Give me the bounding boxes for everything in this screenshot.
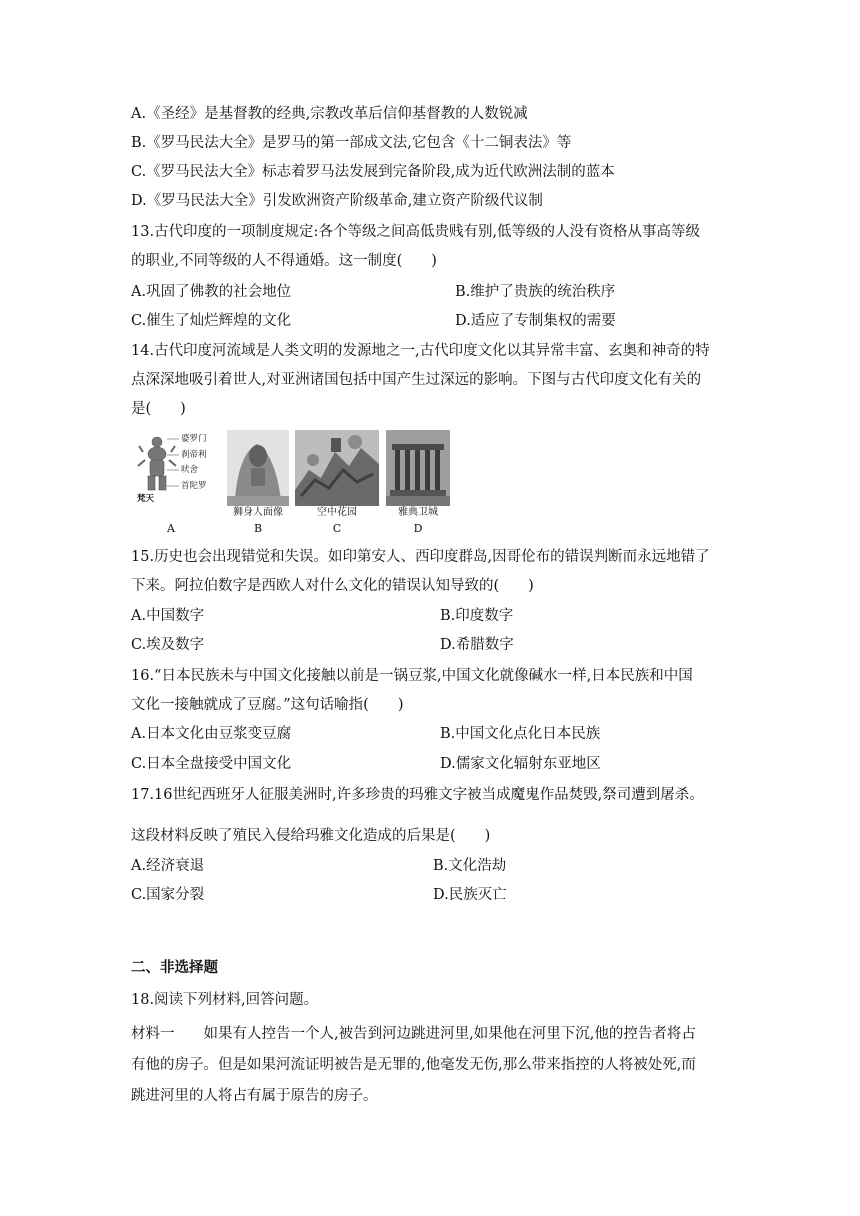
brahma-label: 梵天 xyxy=(137,494,155,504)
figure-letter-a: A xyxy=(167,522,175,535)
caption-sphinx: 狮身人面像 xyxy=(233,507,283,518)
q16-option-c: C.日本全盘接受中国文化 xyxy=(131,756,292,772)
caste-label-vaishya: 吠舍 xyxy=(181,465,199,475)
q13-stem-line1: 13.古代印度的一项制度规定:各个等级之间高低贵贱有别,低等级的人没有资格从事高等级 xyxy=(131,224,701,240)
caste-label-shudra: 首陀罗 xyxy=(181,481,207,491)
figure-a-brahma xyxy=(135,430,220,506)
q15-option-b: B.印度数字 xyxy=(440,608,514,624)
q14-stem-line3: 是( ) xyxy=(131,401,186,417)
q18-stem: 18.阅读下列材料,回答问题。 xyxy=(131,992,319,1008)
material1-line3: 跳进河里的人将占有属于原告的房子。 xyxy=(131,1088,378,1104)
figure-c-hanging-gardens xyxy=(295,430,379,506)
q16-option-b: B.中国文化点化日本民族 xyxy=(440,726,601,742)
q17-option-c: C.国家分裂 xyxy=(131,887,205,903)
q14-stem-line2: 点深深地吸引着世人,对亚洲诸国包括中国产生过深远的影响。下图与古代印度文化有关的 xyxy=(131,372,702,388)
q15-stem-line2: 下来。阿拉伯数字是西欧人对什么文化的错误认知导致的( ) xyxy=(131,578,534,594)
q13-option-d: D.适应了专制集权的需要 xyxy=(455,313,616,329)
caption-acropolis: 雅典卫城 xyxy=(398,507,438,518)
q12-option-a: A.《圣经》是基督教的经典,宗教改革后信仰基督教的人数锐减 xyxy=(131,106,528,122)
q14-figure xyxy=(135,430,455,538)
q15-option-a: A.中国数字 xyxy=(131,608,205,624)
q16-stem-line2: 文化一接触就成了豆腐。”这句话喻指( ) xyxy=(131,697,404,713)
q12-option-c: C.《罗马民法大全》标志着罗马法发展到完备阶段,成为近代欧洲法制的蓝本 xyxy=(131,164,615,180)
q17-stem-line2: 这段材料反映了殖民入侵给玛雅文化造成的后果是( ) xyxy=(131,828,491,844)
q15-option-c: C.埃及数字 xyxy=(131,637,205,653)
q15-stem-line1: 15.历史也会出现错觉和失误。如印第安人、西印度群岛,因哥伦布的错误判断而永远地错了 xyxy=(131,549,710,565)
section2-heading: 二、非选择题 xyxy=(131,959,218,976)
caste-label-kshatriya: 刹帝利 xyxy=(181,450,207,460)
q12-option-d: D.《罗马民法大全》引发欧洲资产阶级革命,建立资产阶级代议制 xyxy=(131,193,543,209)
caste-label-brahmin: 婆罗门 xyxy=(181,434,207,444)
q12-option-b: B.《罗马民法大全》是罗马的第一部成文法,它包含《十二铜表法》等 xyxy=(131,135,572,151)
q13-stem-line2: 的职业,不同等级的人不得通婚。这一制度( ) xyxy=(131,253,437,269)
hanging-gardens-photo-icon xyxy=(295,430,379,506)
q16-option-d: D.儒家文化辐射东亚地区 xyxy=(440,756,601,772)
material1-line1: 材料一 如果有人控告一个人,被告到河边跳进河里,如果他在河里下沉,他的控告者将占 xyxy=(131,1026,696,1042)
q13-option-c: C.催生了灿烂辉煌的文化 xyxy=(131,313,292,329)
q15-option-d: D.希腊数字 xyxy=(440,637,514,653)
q16-stem-line1: 16.“日本民族未与中国文化接触以前是一锅豆浆,中国文化就像碱水一样,日本民族和中国 xyxy=(131,668,693,684)
material1-line2: 有他的房子。但是如果河流证明被告是无罪的,他毫发无伤,那么带来指控的人将被处死,而 xyxy=(131,1057,696,1073)
figure-letter-d: D xyxy=(413,522,423,535)
sphinx-photo-icon xyxy=(227,430,289,506)
q13-option-a: A.巩固了佛教的社会地位 xyxy=(131,284,292,300)
acropolis-photo-icon xyxy=(386,430,450,506)
figure-letter-c: C xyxy=(332,522,342,535)
q16-option-a: A.日本文化由豆浆变豆腐 xyxy=(131,726,292,742)
q17-option-a: A.经济衰退 xyxy=(131,858,205,874)
q17-option-d: D.民族灭亡 xyxy=(433,887,507,903)
q13-option-b: B.维护了贵族的统治秩序 xyxy=(455,284,616,300)
q17-option-b: B.文化浩劫 xyxy=(433,858,507,874)
figure-d-acropolis xyxy=(386,430,450,506)
caption-hanging-gardens: 空中花园 xyxy=(317,507,357,518)
q17-stem-line1: 17.16世纪西班牙人征服美洲时,许多珍贵的玛雅文字被当成魔鬼作品焚毁,祭司遭到屠杀。 xyxy=(131,787,704,803)
figure-b-sphinx xyxy=(227,430,289,506)
figure-letter-b: B xyxy=(253,522,263,535)
q14-stem-line1: 14.古代印度河流域是人类文明的发源地之一,古代印度文化以其异常丰富、玄奥和神奇的特 xyxy=(131,343,710,359)
